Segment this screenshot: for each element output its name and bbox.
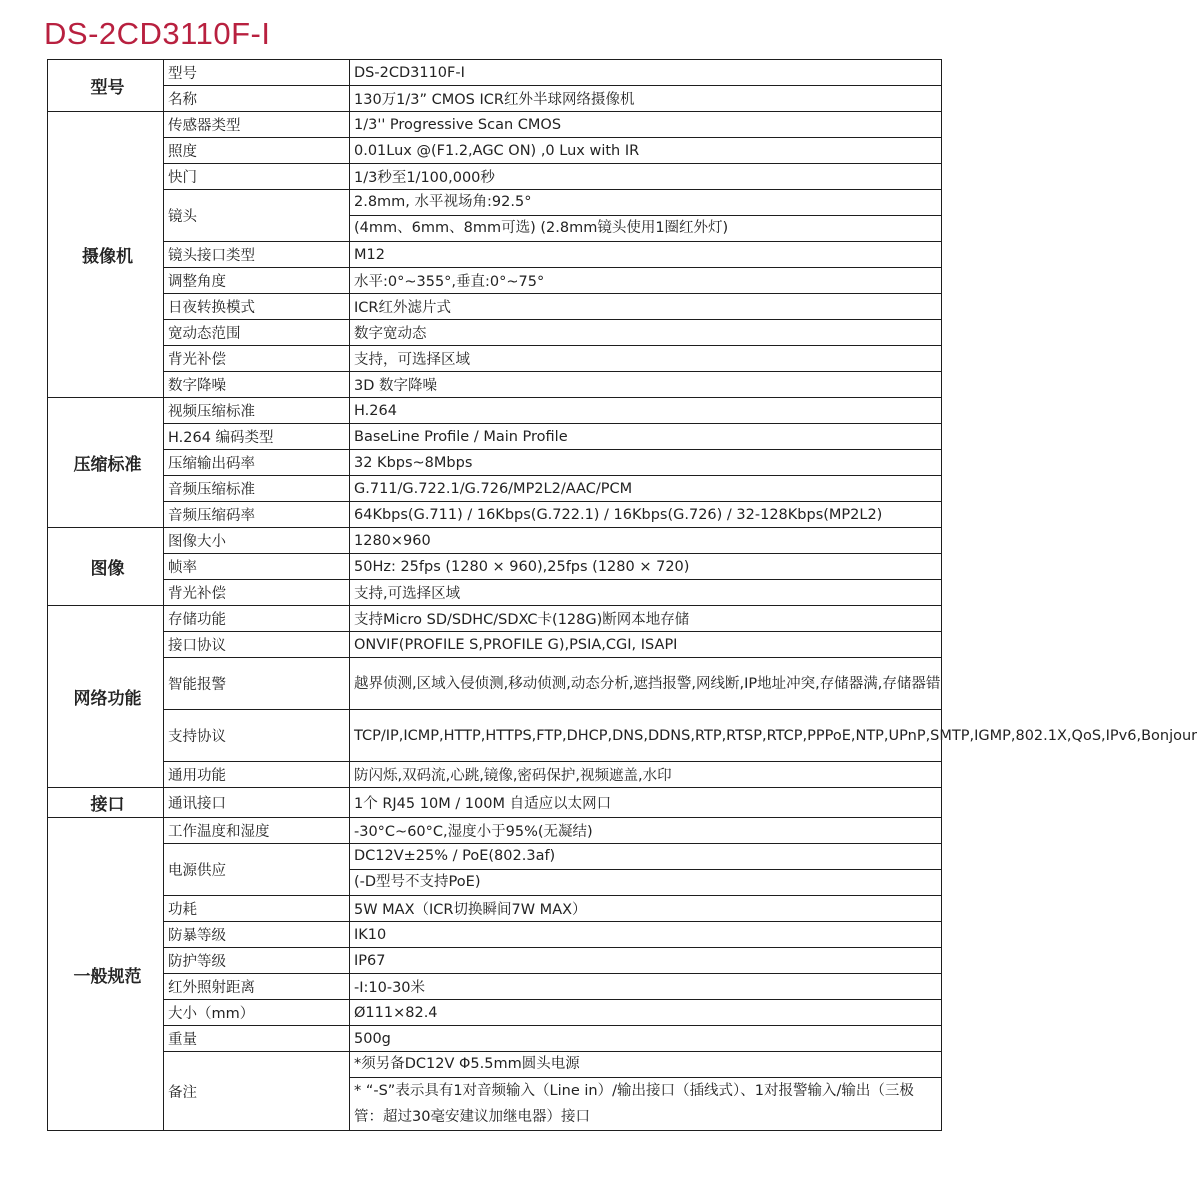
spec-value: 1/3秒至1/100,000秒	[350, 164, 942, 190]
spec-table	[47, 59, 1197, 1131]
spec-label: 型号	[164, 60, 350, 86]
spec-label: 压缩输出码率	[164, 450, 350, 476]
table-row	[48, 476, 942, 502]
table-row	[48, 762, 942, 788]
spec-label: 防护等级	[164, 948, 350, 974]
spec-label: 宽动态范围	[164, 320, 350, 346]
spec-label: 电源供应	[164, 844, 350, 896]
spec-value: 64Kbps(G.711) / 16Kbps(G.722.1) / 16Kbps(G.726) / 32-128Kbps(MP2L2)	[350, 502, 942, 528]
spec-label: 工作温度和湿度	[164, 818, 350, 844]
spec-label: 接口协议	[164, 632, 350, 658]
spec-value-line: (-D型号不支持PoE)	[354, 874, 481, 890]
spec-value-line: 2.8mm, 水平视场角:92.5°	[350, 190, 941, 216]
spec-label: 背光补偿	[164, 346, 350, 372]
spec-value: H.264	[350, 398, 942, 424]
spec-value: 50Hz: 25fps (1280 × 960),25fps (1280 × 720)	[350, 554, 942, 580]
section-heading: 网络功能	[48, 606, 164, 788]
table-row	[48, 398, 942, 424]
spec-label: 名称	[164, 86, 350, 112]
spec-value: 5W MAX（ICR切换瞬间7W MAX）	[350, 896, 942, 922]
section-heading: 摄像机	[48, 112, 164, 398]
section-heading: 压缩标准	[48, 398, 164, 528]
spec-value: DS-2CD3110F-I	[350, 60, 942, 86]
spec-value: 数字宽动态	[350, 320, 942, 346]
spec-value: IK10	[350, 922, 942, 948]
table-row	[48, 86, 942, 112]
spec-label: 大小（mm）	[164, 1000, 350, 1026]
spec-label: 智能报警	[164, 658, 350, 710]
table-row	[48, 268, 942, 294]
spec-label: 视频压缩标准	[164, 398, 350, 424]
spec-value: 3D 数字降噪	[350, 372, 942, 398]
spec-value: 32 Kbps~8Mbps	[350, 450, 942, 476]
table-row	[48, 554, 942, 580]
spec-value: 0.01Lux @(F1.2,AGC ON) ,0 Lux with IR	[350, 138, 942, 164]
page-title: DS-2CD3110F-I	[44, 16, 271, 51]
spec-value-line: (4mm、6mm、8mm可选) (2.8mm镜头使用1圈红外灯)	[354, 220, 729, 236]
spec-value: -I:10-30米	[350, 974, 942, 1000]
spec-label: 镜头接口类型	[164, 242, 350, 268]
spec-label: 图像大小	[164, 528, 350, 554]
table-row	[48, 1000, 942, 1026]
spec-label: 帧率	[164, 554, 350, 580]
table-row	[48, 372, 942, 398]
spec-label: 传感器类型	[164, 112, 350, 138]
table-row	[48, 294, 942, 320]
section-heading: 一般规范	[48, 818, 164, 1131]
spec-value-line: *须另备DC12V Φ5.5mm圆头电源	[350, 1052, 941, 1078]
table-row	[48, 632, 942, 658]
section-heading: 图像	[48, 528, 164, 606]
table-row	[48, 710, 942, 762]
table-row	[48, 138, 942, 164]
table-row	[48, 948, 942, 974]
table-row	[48, 922, 942, 948]
spec-value: 防闪烁,双码流,心跳,镜像,密码保护,视频遮盖,水印	[350, 762, 942, 788]
spec-value: M12	[350, 242, 942, 268]
table-row	[48, 164, 942, 190]
spec-label: 音频压缩标准	[164, 476, 350, 502]
table-row	[48, 658, 942, 710]
table-row	[48, 528, 942, 554]
spec-value: 500g	[350, 1026, 942, 1052]
spec-value-group	[350, 190, 942, 242]
table-row	[48, 320, 942, 346]
section-heading: 型号	[48, 60, 164, 112]
spec-value-group	[350, 1052, 942, 1131]
table-row	[48, 974, 942, 1000]
table-row	[48, 450, 942, 476]
spec-value: 越界侦测,区域入侵侦测,移动侦测,动态分析,遮挡报警,网线断,IP地址冲突,存储器满,存储器错	[350, 658, 942, 710]
table-row	[48, 788, 942, 818]
spec-value-group	[350, 844, 942, 896]
spec-value: Ø111×82.4	[350, 1000, 942, 1026]
table-row	[48, 1052, 942, 1131]
spec-value: ICR红外滤片式	[350, 294, 942, 320]
spec-label: 重量	[164, 1026, 350, 1052]
table-row	[48, 844, 942, 896]
spec-label: 日夜转换模式	[164, 294, 350, 320]
spec-label: 数字降噪	[164, 372, 350, 398]
spec-value: 支持，可选择区域	[350, 346, 942, 372]
spec-value: TCP/IP,ICMP,HTTP,HTTPS,FTP,DHCP,DNS,DDNS,RTP,RTSP,RTCP,PPPoE,NTP,UPnP,SMTP,IGMP,802.1X,QoS,IPv6,Bonjour	[350, 710, 942, 762]
spec-value: 支持,可选择区域	[350, 580, 942, 606]
table-row	[48, 580, 942, 606]
table-row	[48, 346, 942, 372]
spec-label: 音频压缩码率	[164, 502, 350, 528]
spec-value: 1个 RJ45 10M / 100M 自适应以太网口	[350, 788, 942, 818]
table-row	[48, 502, 942, 528]
table-row	[48, 606, 942, 632]
table-row	[48, 818, 942, 844]
spec-value: 支持Micro SD/SDHC/SDXC卡(128G)断网本地存储	[350, 606, 942, 632]
spec-value-note: * “-S”表示具有1对音频输入（Line in）/输出接口（插线式）、1对报警输入/输出（三极管：超过30毫安建议加继电器）接口	[354, 1083, 914, 1125]
spec-label: H.264 编码类型	[164, 424, 350, 450]
spec-label: 功耗	[164, 896, 350, 922]
spec-value: -30°C~60°C,湿度小于95%(无凝结)	[350, 818, 942, 844]
spec-label: 防暴等级	[164, 922, 350, 948]
spec-label: 通用功能	[164, 762, 350, 788]
spec-label: 支持协议	[164, 710, 350, 762]
table-row	[48, 896, 942, 922]
table-row	[48, 112, 942, 138]
spec-label: 调整角度	[164, 268, 350, 294]
section-heading: 接口	[48, 788, 164, 818]
spec-label: 存储功能	[164, 606, 350, 632]
table-row	[48, 60, 942, 86]
spec-label: 镜头	[164, 190, 350, 242]
table-row	[48, 424, 942, 450]
spec-label: 备注	[164, 1052, 350, 1131]
spec-value: G.711/G.722.1/G.726/MP2L2/AAC/PCM	[350, 476, 942, 502]
spec-value: 1/3'' Progressive Scan CMOS	[350, 112, 942, 138]
spec-label: 照度	[164, 138, 350, 164]
spec-value: 130万1/3” CMOS ICR红外半球网络摄像机	[350, 86, 942, 112]
spec-label: 快门	[164, 164, 350, 190]
table-row	[48, 242, 942, 268]
spec-value: 水平:0°~355°,垂直:0°~75°	[350, 268, 942, 294]
spec-value: BaseLine Profile / Main Profile	[350, 424, 942, 450]
spec-label: 红外照射距离	[164, 974, 350, 1000]
spec-value: IP67	[350, 948, 942, 974]
spec-value-line: DC12V±25% / PoE(802.3af)	[350, 844, 941, 870]
spec-value: 1280×960	[350, 528, 942, 554]
table-row	[48, 190, 942, 242]
spec-value: ONVIF(PROFILE S,PROFILE G),PSIA,CGI, ISAPI	[350, 632, 942, 658]
spec-label: 背光补偿	[164, 580, 350, 606]
spec-label: 通讯接口	[164, 788, 350, 818]
table-row	[48, 1026, 942, 1052]
